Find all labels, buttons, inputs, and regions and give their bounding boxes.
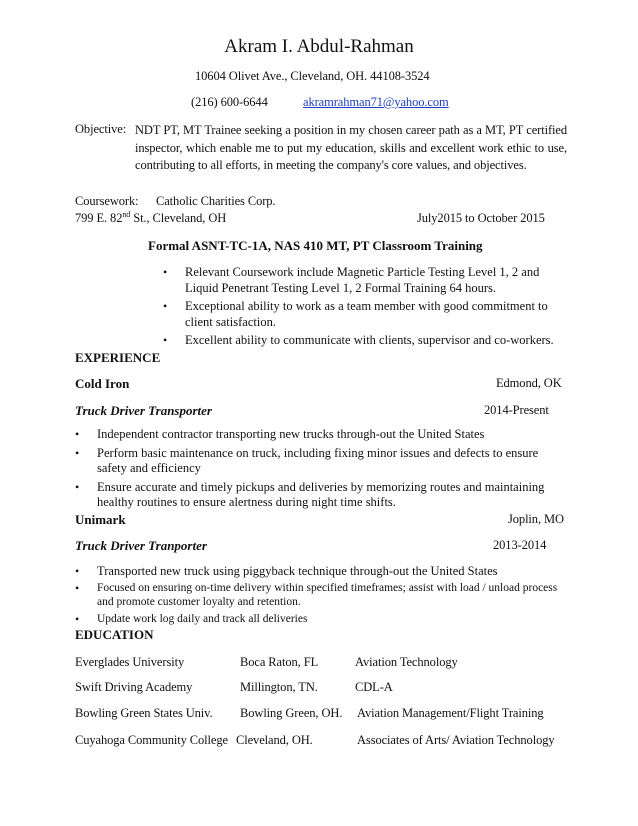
job-location: Edmond, OK — [496, 376, 562, 390]
education-heading: EDUCATION — [75, 627, 154, 642]
list-item: • Relevant Coursework include Magnetic Particle Testing Level 1, 2 and Liquid Penetrant Testing Level 1, 2 Formal Training 64 hours. — [185, 265, 563, 296]
education-school: Everglades University — [75, 655, 185, 669]
email-link[interactable]: akramrahman71@yahoo.com — [303, 95, 449, 109]
list-item: • Transported new truck using piggyback technique through-out the United States — [97, 564, 567, 579]
job-dates: 2014-Present — [484, 403, 549, 417]
experience-heading: EXPERIENCE — [75, 350, 161, 365]
education-school: Cuyahoga Community College — [75, 733, 228, 747]
list-item: • Focused on ensuring on-time delivery within specified timeframes; assist with load / unload process and promote customer loyalty and retention. — [97, 581, 567, 610]
education-city: Millington, TN. — [240, 680, 318, 694]
job-dates: 2013-2014 — [493, 538, 547, 552]
job-title: Truck Driver Tranporter — [75, 538, 207, 553]
objective-label: Objective: — [75, 122, 127, 136]
phone-number: (216) 600-6644 — [191, 95, 268, 109]
job-company: Cold Iron — [75, 376, 130, 391]
job-title: Truck Driver Transporter — [75, 403, 212, 418]
education-program: Aviation Technology — [355, 655, 458, 669]
list-item: • Ensure accurate and timely pickups and deliveries by memorizing routes and maintaining healthy routines to ensure alertness during night time shifts. — [97, 480, 567, 511]
list-item: • Exceptional ability to work as a team member with good commitment to client satisfaction. — [185, 299, 563, 330]
education-city: Cleveland, OH. — [236, 733, 313, 747]
coursework-address: 799 E. 82nd St., Cleveland, OH — [75, 210, 227, 225]
candidate-name: Akram I. Abdul-Rahman — [224, 36, 414, 57]
education-program: CDL-A — [355, 680, 393, 694]
education-city: Boca Raton, FL — [240, 655, 319, 669]
coursework-bullets — [185, 265, 563, 352]
job-bullets — [97, 427, 567, 514]
job-location: Joplin, MO — [508, 512, 564, 526]
list-item: • Perform basic maintenance on truck, including fixing minor issues and defects to ensure safety and efficiency — [97, 446, 567, 477]
education-school: Bowling Green States Univ. — [75, 706, 213, 720]
coursework-label: Coursework: — [75, 194, 139, 208]
education-city: Bowling Green, OH. — [240, 706, 343, 720]
list-item: • Excellent ability to communicate with clients, supervisor and co-workers. — [185, 333, 563, 349]
education-program: Associates of Arts/ Aviation Technology — [357, 733, 555, 747]
coursework-dates: July2015 to October 2015 — [417, 211, 545, 225]
coursework-org: Catholic Charities Corp. — [156, 194, 276, 208]
training-title: Formal ASNT-TC-1A, NAS 410 MT, PT Classroom Training — [148, 238, 483, 253]
list-item: • Update work log daily and track all deliveries — [97, 612, 567, 627]
objective-text: NDT PT, MT Trainee seeking a position in my chosen career path as a MT, PT certified inspector, which enable me to put my education, skills and excellent work ethic to use, contributing to all efforts, in meeting the company's core values, and objectives. — [135, 123, 567, 172]
education-school: Swift Driving Academy — [75, 680, 193, 694]
education-program: Aviation Management/Flight Training — [357, 706, 544, 720]
list-item: • Independent contractor transporting new trucks through-out the United States — [97, 427, 567, 443]
address-line: 10604 Olivet Ave., Cleveland, OH. 44108-3524 — [195, 69, 430, 83]
job-bullets — [97, 564, 567, 628]
job-company: Unimark — [75, 512, 126, 527]
